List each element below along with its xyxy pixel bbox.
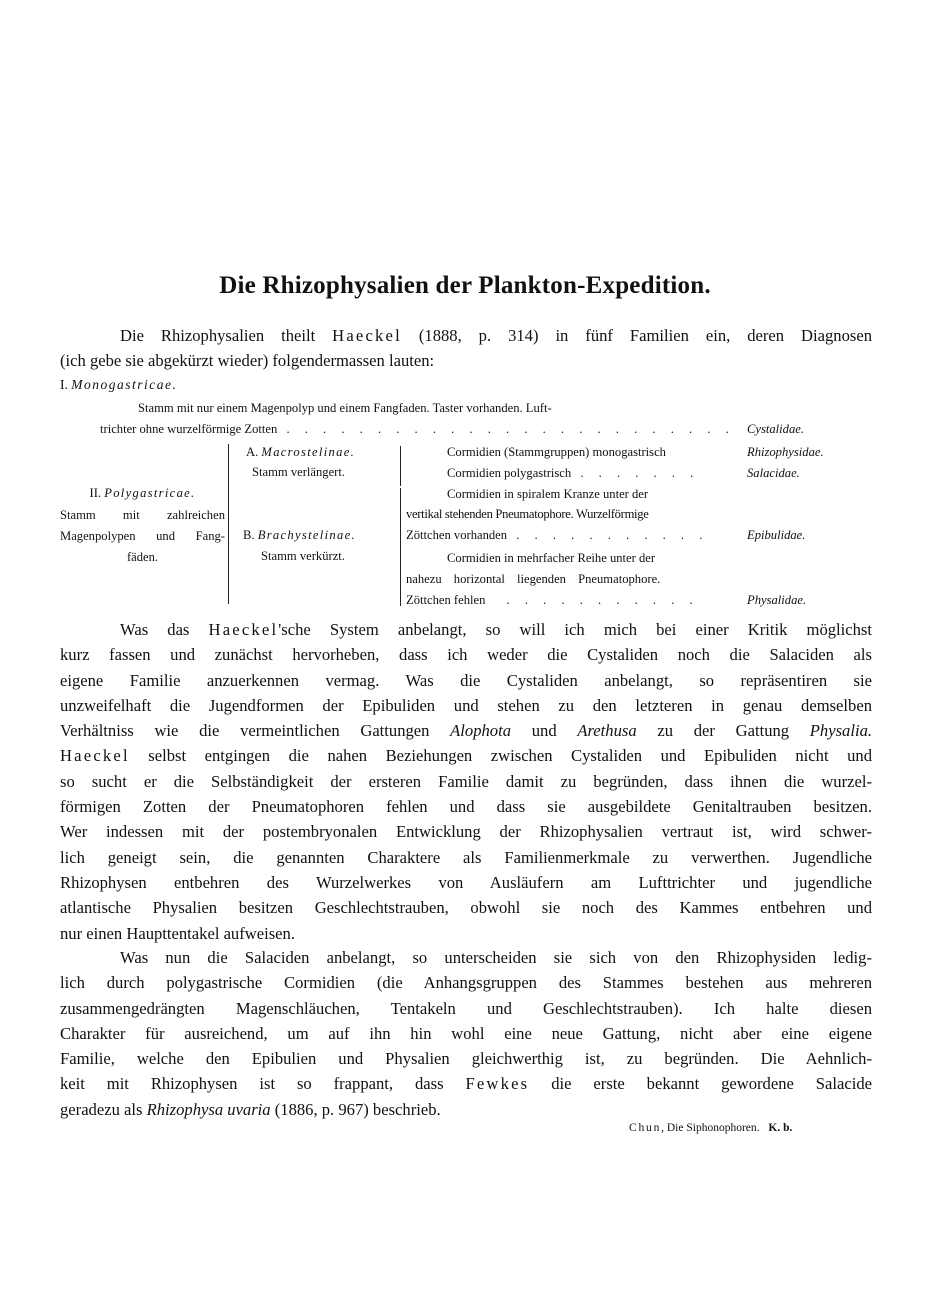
family-salacidae: Salacidae.: [747, 466, 800, 480]
family-physalidae: Physalidae.: [747, 593, 807, 607]
p2-text: geradezu als: [60, 1099, 147, 1119]
family-cystalidae: Cystalidae.: [747, 422, 805, 436]
group1-desc-text: trichter ohne wurzelförmige Zotten: [100, 422, 278, 436]
brace-subB: [400, 488, 401, 606]
p1-line: [60, 718, 872, 743]
p2-text: die erste bekannt gewordene Salacide: [529, 1074, 872, 1094]
subB-row1-text: Zöttchen vorhanden: [406, 528, 508, 542]
subA-row1: Cormidien (Stammgruppen) monogastrisch: [447, 445, 666, 459]
p2-line: [60, 1071, 872, 1096]
group2-desc-line1: Stamm mit zahlreichen: [60, 508, 225, 522]
p1-text: zu der Gattung: [636, 721, 810, 741]
p2-line: Familie, welche den Epibulien und Physalien gleichwerthig ist, zu begründen. Die Aehnlich-: [60, 1049, 872, 1069]
group1-desc-line1: Stamm mit nur einem Magenpolyp und einem Fangfaden. Taster vorhanden. Luft-: [138, 401, 552, 415]
author-name: Fewkes: [465, 1074, 530, 1094]
footer-text: , Die Siphonophoren.: [661, 1122, 760, 1134]
genus-name: Alophota: [450, 721, 512, 741]
intro-line-2: (ich gebe sie abgekürzt wieder) folgendermassen lauten:: [60, 351, 435, 371]
paragraph-2: [60, 945, 872, 1122]
brace-group2: [228, 444, 229, 604]
intro-paragraph: [60, 323, 872, 374]
subB-heading: [243, 528, 356, 543]
subA-row2-text: Cormidien polygastrisch: [447, 466, 572, 480]
p2-line: Was nun die Salaciden anbelangt, so unterscheiden sie sich von den Rhizophysiden ledig-: [120, 948, 872, 967]
p1-text: Verhältniss wie die vermeintlichen Gattungen: [60, 721, 451, 741]
subB-row1-line3: [406, 528, 708, 543]
intro-line-1: [60, 323, 872, 348]
leader-dots: . . . . . . . . . . . . . . . . . . . . . . . . .: [286, 422, 735, 436]
p1-text: Was das: [120, 620, 209, 639]
author-name: Haeckel: [60, 746, 130, 766]
family-rhizophysidae: Rhizophysidae.: [747, 445, 824, 459]
p1-line: nur einen Haupttentakel aufweisen.: [60, 923, 295, 943]
p2-line: lich durch polygastrische Cormidien (die Anhangsgruppen des Stammes bestehen aus mehreren: [60, 973, 872, 993]
brace-subA: [400, 446, 401, 486]
p1-line: kurz fassen und zunächst hervorheben, dass ich weder die Cystaliden noch die Salaciden als: [60, 645, 872, 665]
group1-name: Monogastricae.: [71, 377, 178, 392]
leader-dots: . . . . . . . . . . .: [506, 593, 699, 607]
family-epibulidae: Epibulidae.: [747, 528, 806, 542]
subA-heading: [246, 445, 355, 460]
author-name: Haeckel: [332, 326, 402, 345]
p1-line: atlantische Physalien besitzen Geschlechtstrauben, obwohl sie noch des Kammes entbehren und: [60, 898, 872, 918]
p1-line: [60, 743, 872, 768]
page-title: Die Rhizophysalien der Plankton-Expedition.: [219, 272, 711, 299]
genus-name: Physalia.: [809, 721, 873, 741]
subA-desc: Stamm verlängert.: [252, 465, 346, 479]
subA-row2: [447, 466, 699, 481]
p1-line: eigene Familie anzuerkennen vermag. Was die Cystaliden anbelangt, so repräsentiren sie: [60, 670, 872, 690]
p1-text: 'sche System anbelangt, so will ich mich bei einer Kritik möglichst: [278, 620, 872, 639]
subB-name: Brachystelinae.: [257, 528, 356, 542]
p2-line: zusammengedrängten Magenschläuchen, Tentakeln und Geschlechtstrauben). Ich halte diesen: [60, 998, 872, 1018]
p1-text: selbst entgingen die nahen Beziehungen zwischen Cystaliden und Epibuliden nicht und: [129, 746, 872, 766]
footer-author: Chun: [629, 1122, 662, 1134]
subA-label: A.: [246, 445, 259, 459]
p1-line: [60, 617, 872, 642]
subB-row2-line1: Cormidien in mehrfacher Reihe unter der: [447, 551, 656, 565]
p1-line: Rhizophysen entbehren des Wurzelwerkes von Ausläufern am Lufttrichter und jugendliche: [60, 872, 872, 892]
subA-name: Macrostelinae.: [261, 445, 356, 459]
p2-text: (1886, p. 967) beschrieb.: [270, 1099, 441, 1119]
footer-note: [629, 1122, 792, 1134]
leader-dots: . . . . . . .: [580, 466, 700, 480]
group1-desc-line2: [100, 422, 735, 437]
subB-desc: Stamm verkürzt.: [261, 549, 345, 563]
p2-text: keit mit Rhizophysen ist so frappant, dass: [60, 1074, 466, 1094]
subB-row2-text: Zöttchen fehlen: [406, 593, 486, 607]
p1-line: lich geneigt sein, die genannten Charaktere als Familienmerkmale zu verwerthen. Jugendliche: [60, 847, 872, 867]
p2-line: Charakter für ausreichend, um auf ihn hin wohl eine neue Gattung, nicht aber eine eigene: [60, 1023, 872, 1043]
p1-text: und: [511, 721, 578, 741]
group2-name: Polygastricae.: [104, 486, 196, 500]
subB-row1-line1: Cormidien in spiralem Kranze unter der: [447, 487, 649, 501]
p1-line: so sucht er die Selbständigkeit der ersteren Familie damit zu begründen, dass ihnen die wurzel-: [60, 771, 872, 791]
p1-line: Wer indessen mit der postembryonalen Entwicklung der Rhizophysalien vertraut ist, wird schwer-: [60, 822, 872, 842]
paragraph-1: [60, 617, 872, 946]
group2-desc-line2: Magenpolypen und Fang-: [60, 529, 225, 543]
author-name: Haeckel: [208, 620, 279, 639]
p2-line: [60, 1097, 872, 1122]
genus-name: Arethusa: [577, 721, 637, 741]
p1-line: förmigen Zotten der Pneumatophoren fehlen und dass sie ausgebildete Genitaltrauben besitzen.: [60, 797, 872, 817]
subB-row2-line2: nahezu horizontal liegenden Pneumatophore.: [406, 572, 661, 586]
group2-heading: [60, 486, 225, 501]
subB-label: B.: [243, 528, 255, 542]
group2-number: II.: [89, 486, 102, 500]
intro-text: (1888, p. 314) in fünf Familien ein, deren Diagnosen: [401, 326, 872, 345]
group1-heading: [60, 377, 177, 393]
group2-desc-line3: fäden.: [126, 550, 159, 564]
intro-text: Die Rhizophysalien theilt: [120, 326, 333, 345]
group1-number: I.: [60, 377, 68, 392]
p1-line: unzweifelhaft die Jugendformen der Epibuliden und stehen zu den letzteren in genau demselben: [60, 695, 872, 715]
leader-dots: . . . . . . . . . . .: [516, 528, 709, 542]
footer-signature: K. b.: [768, 1122, 793, 1134]
subB-row1-line2: vertikal stehenden Pneumatophore. Wurzelförmige: [406, 507, 649, 521]
subB-row2-line3: [406, 593, 699, 608]
species-name: Rhizophysa uvaria: [146, 1099, 271, 1119]
